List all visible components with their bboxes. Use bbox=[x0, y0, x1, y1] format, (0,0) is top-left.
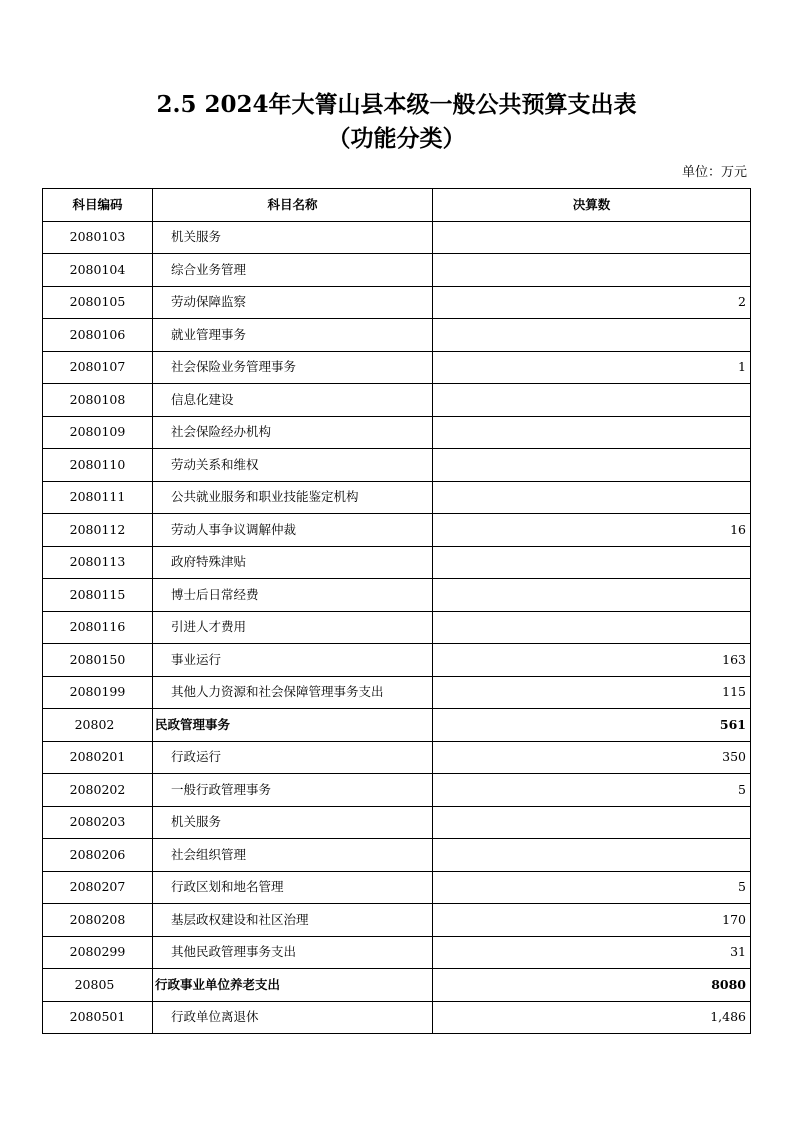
row-amount bbox=[433, 221, 751, 254]
row-amount: 1,486 bbox=[433, 1001, 751, 1034]
table-row bbox=[43, 611, 751, 644]
header-name: 科目名称 bbox=[153, 189, 433, 222]
row-name: 一般行政管理事务 bbox=[153, 774, 433, 807]
page-title: 2.5 2024年大箐山县本级一般公共预算支出表 bbox=[156, 91, 637, 118]
row-amount bbox=[433, 319, 751, 352]
header-code: 科目编码 bbox=[43, 189, 153, 222]
row-name: 劳动关系和维权 bbox=[153, 449, 433, 482]
row-code: 2080115 bbox=[43, 579, 153, 612]
row-name: 社会保险经办机构 bbox=[153, 416, 433, 449]
row-code: 2080104 bbox=[43, 254, 153, 287]
row-name: 劳动保障监察 bbox=[153, 286, 433, 319]
row-name: 基层政权建设和社区治理 bbox=[153, 904, 433, 937]
row-amount: 2 bbox=[433, 286, 751, 319]
table-row bbox=[43, 416, 751, 449]
row-name: 机关服务 bbox=[153, 221, 433, 254]
row-amount bbox=[433, 839, 751, 872]
budget-table bbox=[42, 188, 751, 1034]
row-name: 事业运行 bbox=[153, 644, 433, 677]
row-code: 2080203 bbox=[43, 806, 153, 839]
table-row bbox=[43, 481, 751, 514]
row-amount: 115 bbox=[433, 676, 751, 709]
row-name: 社会保险业务管理事务 bbox=[153, 351, 433, 384]
table-row bbox=[43, 384, 751, 417]
row-amount bbox=[433, 254, 751, 287]
row-code: 2080199 bbox=[43, 676, 153, 709]
row-name: 其他民政管理事务支出 bbox=[153, 936, 433, 969]
row-code: 2080111 bbox=[43, 481, 153, 514]
table-row bbox=[43, 709, 751, 742]
row-code: 2080116 bbox=[43, 611, 153, 644]
row-name: 机关服务 bbox=[153, 806, 433, 839]
table-row bbox=[43, 351, 751, 384]
table-header-row bbox=[43, 189, 751, 222]
row-amount: 8080 bbox=[433, 969, 751, 1002]
row-code: 2080207 bbox=[43, 871, 153, 904]
row-name: 行政单位离退休 bbox=[153, 1001, 433, 1034]
table-row bbox=[43, 579, 751, 612]
row-name: 民政管理事务 bbox=[153, 709, 433, 742]
row-code: 2080208 bbox=[43, 904, 153, 937]
row-amount bbox=[433, 449, 751, 482]
table-row bbox=[43, 319, 751, 352]
row-amount: 163 bbox=[433, 644, 751, 677]
row-code: 2080107 bbox=[43, 351, 153, 384]
table-row bbox=[43, 514, 751, 547]
table-row bbox=[43, 871, 751, 904]
row-amount: 31 bbox=[433, 936, 751, 969]
table-row bbox=[43, 969, 751, 1002]
row-name: 社会组织管理 bbox=[153, 839, 433, 872]
row-name: 信息化建设 bbox=[153, 384, 433, 417]
row-code: 2080108 bbox=[43, 384, 153, 417]
row-code: 2080103 bbox=[43, 221, 153, 254]
row-code: 20802 bbox=[43, 709, 153, 742]
page-subtitle: （功能分类） bbox=[327, 125, 466, 152]
row-amount: 5 bbox=[433, 871, 751, 904]
row-code: 2080150 bbox=[43, 644, 153, 677]
row-code: 20805 bbox=[43, 969, 153, 1002]
row-name: 行政事业单位养老支出 bbox=[153, 969, 433, 1002]
row-amount bbox=[433, 481, 751, 514]
table-row bbox=[43, 546, 751, 579]
row-amount: 170 bbox=[433, 904, 751, 937]
row-code: 2080105 bbox=[43, 286, 153, 319]
table-row bbox=[43, 741, 751, 774]
row-name: 行政运行 bbox=[153, 741, 433, 774]
row-code: 2080109 bbox=[43, 416, 153, 449]
table-row bbox=[43, 839, 751, 872]
row-amount bbox=[433, 579, 751, 612]
row-amount: 561 bbox=[433, 709, 751, 742]
row-code: 2080501 bbox=[43, 1001, 153, 1034]
table-row bbox=[43, 644, 751, 677]
row-amount: 5 bbox=[433, 774, 751, 807]
unit-label: 单位：万元 bbox=[681, 165, 747, 180]
row-amount bbox=[433, 806, 751, 839]
row-code: 2080201 bbox=[43, 741, 153, 774]
row-amount: 16 bbox=[433, 514, 751, 547]
row-code: 2080106 bbox=[43, 319, 153, 352]
row-name: 公共就业服务和职业技能鉴定机构 bbox=[153, 481, 433, 514]
row-amount bbox=[433, 416, 751, 449]
row-name: 劳动人事争议调解仲裁 bbox=[153, 514, 433, 547]
row-amount bbox=[433, 384, 751, 417]
table-row bbox=[43, 904, 751, 937]
row-name: 引进人才费用 bbox=[153, 611, 433, 644]
row-name: 政府特殊津贴 bbox=[153, 546, 433, 579]
table-row bbox=[43, 254, 751, 287]
table-row bbox=[43, 221, 751, 254]
row-amount: 1 bbox=[433, 351, 751, 384]
row-amount: 350 bbox=[433, 741, 751, 774]
row-name: 就业管理事务 bbox=[153, 319, 433, 352]
row-name: 综合业务管理 bbox=[153, 254, 433, 287]
row-code: 2080206 bbox=[43, 839, 153, 872]
table-row bbox=[43, 936, 751, 969]
table-row bbox=[43, 449, 751, 482]
header-amount: 决算数 bbox=[433, 189, 751, 222]
row-code: 2080110 bbox=[43, 449, 153, 482]
row-name: 其他人力资源和社会保障管理事务支出 bbox=[153, 676, 433, 709]
row-code: 2080299 bbox=[43, 936, 153, 969]
table-body bbox=[43, 221, 751, 1034]
row-code: 2080112 bbox=[43, 514, 153, 547]
row-name: 行政区划和地名管理 bbox=[153, 871, 433, 904]
row-amount bbox=[433, 546, 751, 579]
table-row bbox=[43, 774, 751, 807]
table-row bbox=[43, 676, 751, 709]
table-row bbox=[43, 806, 751, 839]
row-amount bbox=[433, 611, 751, 644]
row-code: 2080202 bbox=[43, 774, 153, 807]
row-name: 博士后日常经费 bbox=[153, 579, 433, 612]
row-code: 2080113 bbox=[43, 546, 153, 579]
table-row bbox=[43, 1001, 751, 1034]
table-row bbox=[43, 286, 751, 319]
